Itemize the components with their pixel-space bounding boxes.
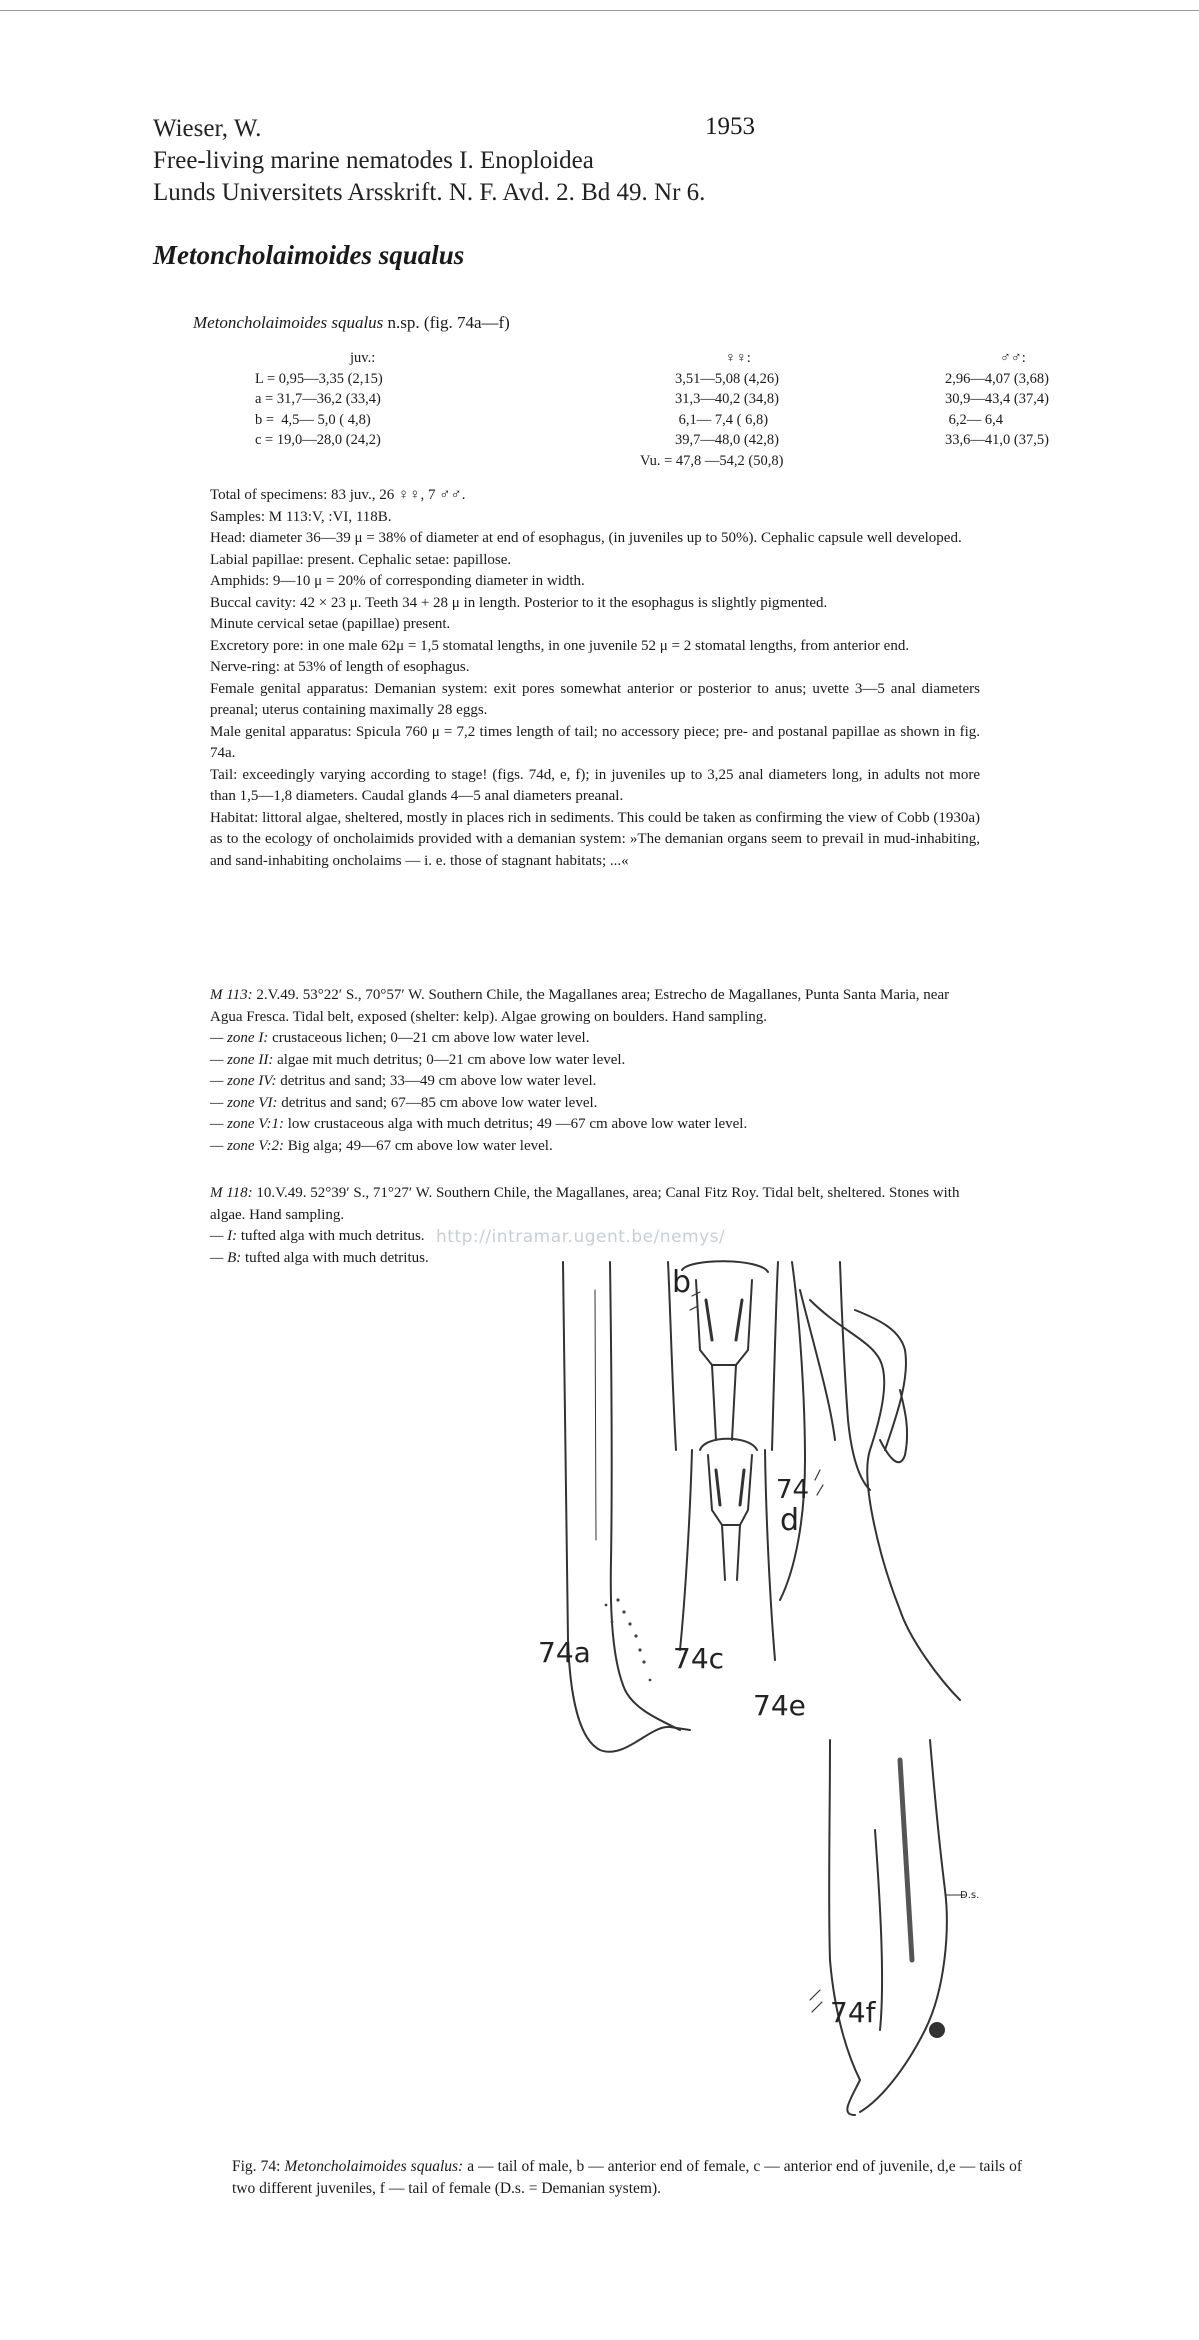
cell: 33,6—41,0 (37,5) [945,432,1049,448]
cell: 31,3—40,2 (34,8) [675,391,779,407]
desc-head: Head: diameter 36—39 μ = 38% of diameter at end of esophagus, (in juveniles up to 50%). Cephalic capsule well developed. [210,530,962,546]
caption-species: Metoncholaimoides squalus: [284,2158,464,2175]
figure-74c-juvenile-anterior [680,1439,775,1660]
cell: 30,9—43,4 (37,4) [945,391,1049,407]
header-males: ♂♂: [1000,350,1026,366]
zone-text: tufted alga with much detritus. [241,1249,429,1266]
label-74a: 74a [538,1636,591,1669]
label-74d-number: 74 [776,1475,810,1505]
zone-name: — zone II: [210,1051,274,1068]
desc-labial: Labial papillae: present. Cephalic setae: papillose. [210,551,512,568]
zone-name: — zone V:2: [210,1137,285,1154]
station-118-text: 10.V.49. 52°39′ S., 71°27′ W. Southern Chile, the Magallanes, area; Canal Fitz Roy. Tidal belt, sheltered. Stones with algae. Hand sampling. [210,1185,960,1223]
label-74d-letter: d [780,1503,800,1538]
desc-habitat: Habitat: littoral algae, sheltered, mostly in places rich in sediments. This could be taken as confirming the view of Cobb (1930a) as to the ecology of oncholaimids provided with a demanian system: »The demanian organs seem to prevail in mud-inhabiting, and sand-inhabiting oncholaims — i. e. those of stagnant habitats; ...« [210,809,980,869]
species-title: Metoncholaimoides squalus [153,240,465,270]
desc-excretory: Excretory pore: in one male 62μ = 1,5 stomatal lengths, in one juvenile 52 μ = 2 stomatal lengths, from anterior end. [210,637,910,654]
zone-name: — I: [210,1228,238,1244]
figure-74e-juvenile-tail [810,1300,960,1700]
desc-male-genital: Male genital apparatus: Spicula 760 μ = 7,2 times length of tail; no accessory piece; pre- and postanal papillae as shown in fig. 74a. [210,723,980,761]
author: Wieser, W. [153,115,262,142]
year: 1953 [705,113,755,140]
species-intro-suffix: n.sp. (fig. 74a—f) [383,313,510,332]
zone-name: — zone V:1: [210,1116,285,1132]
zone-text: Big alga; 49—67 cm above low water level. [284,1137,553,1154]
desc-samples: Samples: M 113:V, :VI, 118B. [210,508,392,525]
figure-caption [232,2156,1022,2200]
zone-name: — zone VI: [210,1094,278,1111]
desc-tail: Tail: exceedingly varying according to stage! (figs. 74d, e, f); in juveniles up to 3,25 anal diameters long, in adults not more than 1,5—1,8 diameters. Caudal glands 4—5 anal diameters preanal. [210,766,980,804]
cell: b = 4,5— 5,0 ( 4,8) [255,411,371,428]
watermark-url: http://intramar.ugent.be/nemys/ [436,1227,726,1247]
zone-text: detritus and sand; 67—85 cm above low water level. [277,1094,598,1111]
zone-text: algae mit much detritus; 0—21 cm above low water level. [273,1051,626,1068]
desc-specimens: Total of specimens: 83 juv., 26 ♀♀, 7 ♂♂. [210,487,466,503]
label-74c: 74c [673,1642,725,1675]
cell: a = 31,7—36,2 (33,4) [255,391,381,407]
caption-text: a — tail of male, b — anterior end of female, c — anterior end of juvenile, d,e — tails of two different juveniles, f — tail of female (D.s. = Demanian system). [232,2158,1022,2197]
station-113-text: 2.V.49. 53°22′ S., 70°57′ W. Southern Chile, the Magallanes area; Estrecho de Magallanes, Punta Santa Maria, near Agua Fresca. Tidal belt, exposed (shelter: kelp). Algae growing on boulders. Hand sampling. [210,987,950,1025]
zone-text: crustaceous lichen; 0—21 cm above low water level. [268,1030,590,1046]
header-females: ♀♀: [725,350,751,366]
zone-name: — B: [210,1249,242,1266]
cell: L = 0,95—3,35 (2,15) [255,370,383,387]
cell: 2,96—4,07 (3,68) [945,370,1049,387]
desc-female-genital: Female genital apparatus: Demanian system: exit pores somewhat anterior or posterior to anus; uvette 3—5 anal diameters preanal; uterus containing maximally 28 eggs. [210,680,980,718]
desc-cervical: Minute cervical setae (papillae) present. [210,616,451,632]
label-74e: 74e [753,1689,806,1722]
cell: 39,7—48,0 (42,8) [675,432,779,448]
cell: c = 19,0—28,0 (24,2) [255,432,381,448]
label-74f: 74f [830,1996,876,2029]
cell: 3,51—5,08 (4,26) [675,370,779,387]
zone-text: detritus and sand; 33—49 cm above low water level. [276,1073,597,1089]
caption-prefix: Fig. 74: [232,2158,285,2175]
station-118-label: M 118: [210,1185,253,1201]
zone-name: — zone IV: [210,1073,277,1089]
species-intro-name: Metoncholaimoides squalus [193,313,384,332]
desc-nerve-ring: Nerve-ring: at 53% of length of esophagus. [210,659,470,675]
desc-amphids: Amphids: 9—10 μ = 20% of corresponding diameter in width. [210,573,585,589]
label-demanian-system: D.s. [960,1890,980,1901]
cell: 6,1— 7,4 ( 6,8) [675,411,769,428]
figure-74f-female-tail [829,1740,965,2115]
zone-name: — zone I: [210,1030,269,1046]
station-113-label: M 113: [210,987,253,1003]
cell: Vu. = 47,8 —54,2 (50,8) [640,452,784,469]
zone-text: tufted alga with much detritus. [237,1228,425,1244]
zone-text: low crustaceous alga with much detritus; 49 —67 cm above low water level. [284,1116,748,1132]
series-title: Free-living marine nematodes I. Enoploidea [153,147,594,174]
desc-buccal: Buccal cavity: 42 × 23 μ. Teeth 34 + 28 μ in length. Posterior to it the esophagus is slightly pigmented. [210,594,828,611]
label-74b: b [672,1265,692,1300]
header-juveniles: juv.: [350,350,376,366]
journal-reference: Lunds Universitets Arsskrift. N. F. Avd. 2. Bd 49. Nr 6. [153,179,706,206]
cell: 6,2— 6,4 [945,411,1003,428]
